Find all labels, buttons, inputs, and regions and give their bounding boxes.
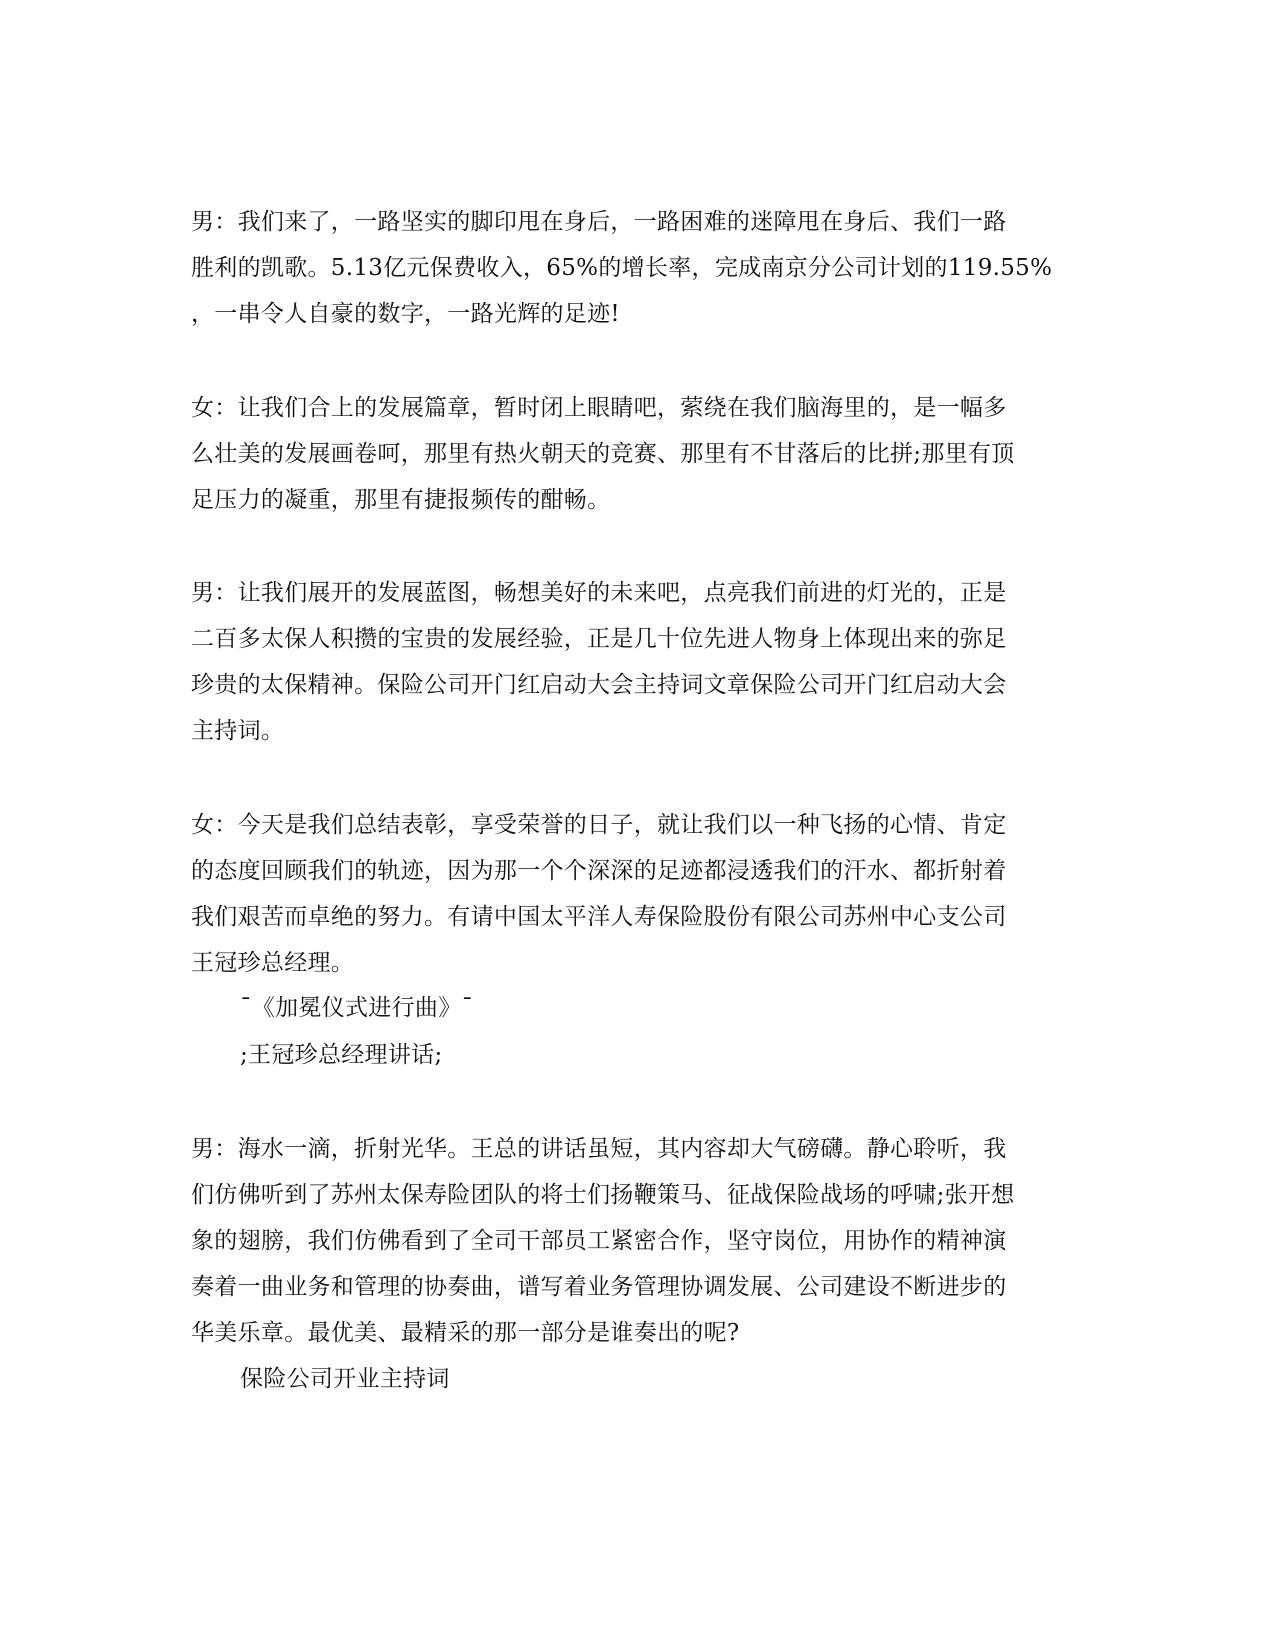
paragraph-4-line-2: 的态度回顾我们的轨迹，因为那一个个深深的足迹都浸透我们的汗水、都折射着 — [191, 858, 1007, 884]
paragraph-2-line-3: 足压力的凝重，那里有捷报频传的酣畅。 — [191, 487, 611, 513]
paragraph-3-line-4: 主持词。 — [191, 718, 285, 744]
paragraph-1-line-2: 胜利的凯歌。5.13亿元保费收入，65%的增长率，完成南京分公司计划的119.55% — [191, 255, 1053, 281]
paragraph-4-line-1: 女：今天是我们总结表彰，享受荣誉的日子，就让我们以一种飞扬的心情、肯定 — [191, 812, 1007, 838]
paragraph-5-line-5: 华美乐章。最优美、最精采的那一部分是谁奏出的呢? — [191, 1320, 740, 1346]
paragraph-5-line-3: 象的翅膀，我们仿佛看到了全司干部员工紧密合作，坚守岗位，用协作的精神演 — [191, 1228, 1007, 1254]
closing-title-line: 保险公司开业主持词 — [240, 1366, 450, 1392]
paragraph-5-line-1: 男：海水一滴，折射光华。王总的讲话虽短，其内容却大气磅礴。静心聆听，我 — [191, 1136, 1007, 1162]
paragraph-3-line-2: 二百多太保人积攒的宝贵的发展经验，正是几十位先进人物身上体现出来的弥足 — [191, 626, 1007, 652]
march-title-line: ¯《加冕仪式进行曲》¯ — [240, 995, 474, 1021]
paragraph-4-line-3: 我们艰苦而卓绝的努力。有请中国太平洋人寿保险股份有限公司苏州中心支公司 — [191, 904, 1007, 930]
paragraph-4-line-4: 王冠珍总经理。 — [191, 950, 355, 976]
paragraph-1-line-3: ，一串令人自豪的数字，一路光辉的足迹! — [191, 301, 620, 327]
paragraph-2-line-2: 么壮美的发展画卷呵，那里有热火朝天的竞赛、那里有不甘落后的比拼;那里有顶 — [191, 441, 1015, 467]
speech-note-line: ;王冠珍总经理讲话; — [240, 1042, 443, 1068]
paragraph-5-line-4: 奏着一曲业务和管理的协奏曲，谱写着业务管理协调发展、公司建设不断进步的 — [191, 1274, 1007, 1300]
paragraph-3-line-1: 男：让我们展开的发展蓝图，畅想美好的未来吧，点亮我们前进的灯光的，正是 — [191, 580, 1007, 606]
paragraph-5-line-2: 们仿佛听到了苏州太保寿险团队的将士们扬鞭策马、征战保险战场的呼啸;张开想 — [191, 1182, 1015, 1208]
paragraph-1-line-1: 男：我们来了，一路坚实的脚印甩在身后，一路困难的迷障甩在身后、我们一路 — [191, 209, 1007, 235]
paragraph-2-line-1: 女：让我们合上的发展篇章，暂时闭上眼睛吧，萦绕在我们脑海里的，是一幅多 — [191, 395, 1007, 421]
paragraph-3-line-3: 珍贵的太保精神。保险公司开门红启动大会主持词文章保险公司开门红启动大会 — [191, 672, 1007, 698]
